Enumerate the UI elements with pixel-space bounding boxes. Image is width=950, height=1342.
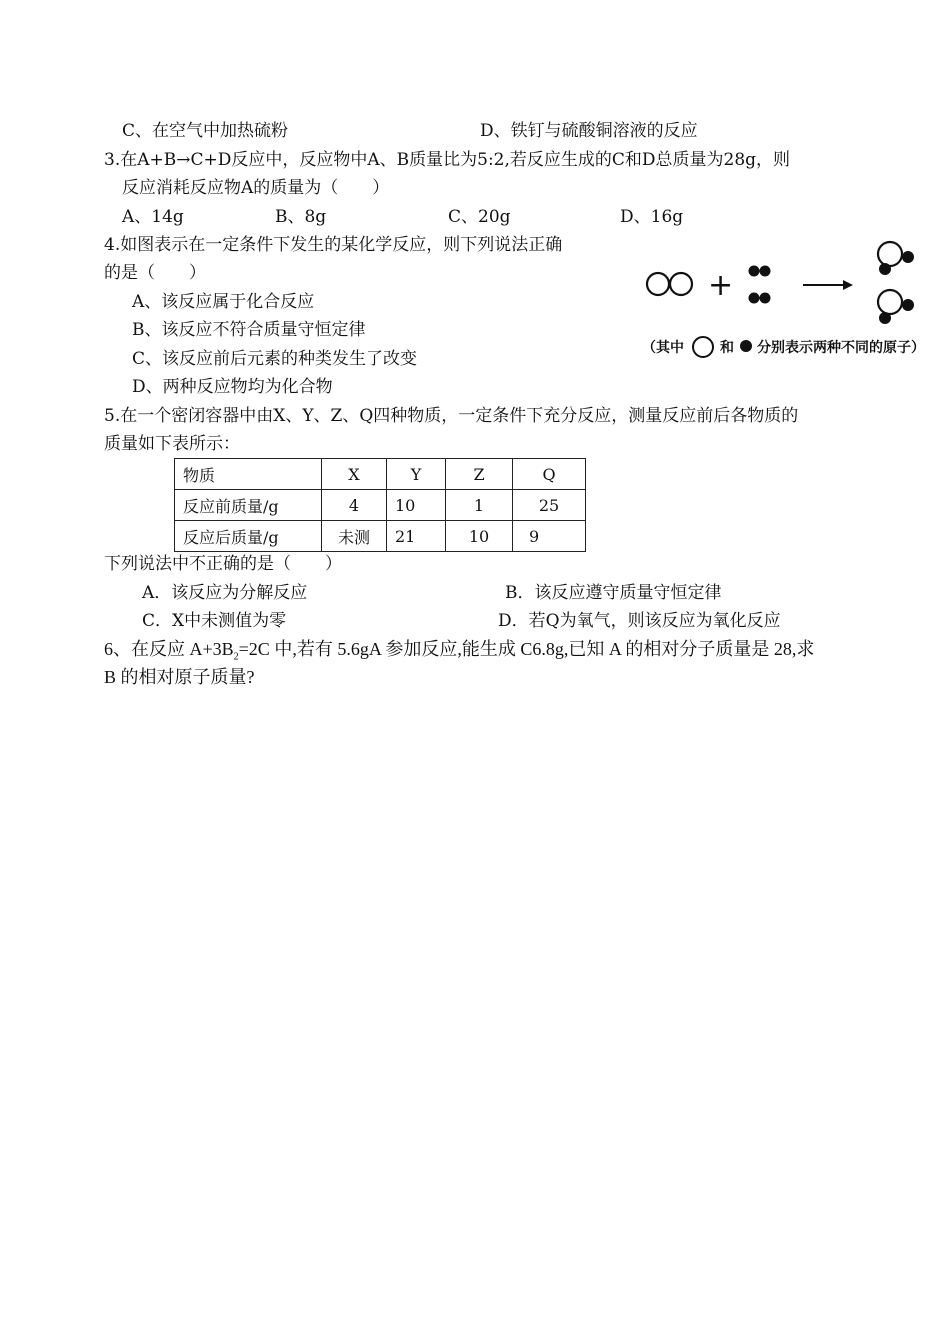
question-6-part2: =2C 中,若有 5.6gA 参加反应,能生成 C6.8g,已知 A 的相对分子质量是 28,求 bbox=[238, 639, 815, 659]
table-cell: 未测 bbox=[322, 521, 387, 552]
table-row bbox=[175, 521, 586, 552]
table-cell: 反应前质量/g bbox=[175, 490, 322, 521]
question-6-stem-cont: B 的相对原子质量? bbox=[104, 667, 255, 687]
table-cell: 1 bbox=[446, 490, 513, 521]
question-6-subscript: 2 bbox=[233, 651, 239, 663]
option-3c: C、20g bbox=[448, 207, 511, 227]
option-4b: B、该反应不符合质量守恒定律 bbox=[132, 320, 366, 340]
table-cell: 10 bbox=[446, 521, 513, 552]
mass-table bbox=[174, 458, 586, 552]
option-3b: B、8g bbox=[275, 207, 327, 227]
table-row bbox=[175, 490, 586, 521]
reactant-molecule-2 bbox=[749, 266, 771, 304]
option-4a: A、该反应属于化合反应 bbox=[132, 292, 315, 312]
svg-text:分别表示两种不同的原子）: 分别表示两种不同的原子） bbox=[757, 340, 925, 356]
table-cell: 反应后质量/g bbox=[175, 521, 322, 552]
question-6-part1: 6、在反应 A+3B bbox=[104, 639, 234, 659]
plus-sign: + bbox=[708, 268, 734, 303]
option-5d: D．若Q为氧气，则该反应为氧化反应 bbox=[498, 611, 781, 631]
option-4d: D、两种反应物均为化合物 bbox=[132, 377, 333, 397]
table-header-row bbox=[175, 459, 586, 490]
option-3a: A、14g bbox=[122, 207, 184, 227]
reactant-molecule-1 bbox=[647, 273, 692, 295]
question-3-stem: 3.在A+B→C+D反应中，反应物中A、B质量比为5:2,若反应生成的C和D总质量为28g，则 bbox=[104, 150, 791, 170]
table-cell: 21 bbox=[387, 521, 446, 552]
table-header-cell: Z bbox=[446, 459, 513, 490]
option-5b: B．该反应遵守质量守恒定律 bbox=[505, 583, 722, 603]
reaction-figure bbox=[640, 238, 950, 368]
table-header-cell: X bbox=[322, 459, 387, 490]
table-header-cell: Q bbox=[513, 459, 586, 490]
reaction-diagram bbox=[640, 238, 950, 368]
option-3d: D、16g bbox=[620, 207, 684, 227]
option-4c: C、该反应前后元素的种类发生了改变 bbox=[132, 349, 418, 369]
question-3-stem-cont: 反应消耗反应物A的质量为（ ） bbox=[122, 178, 390, 198]
question-6-stem bbox=[104, 638, 814, 669]
option-2c: C、在空气中加热硫粉 bbox=[122, 121, 289, 141]
table-cell: 4 bbox=[322, 490, 387, 521]
option-5c: C．X中未测值为零 bbox=[142, 611, 287, 631]
option-2d: D、铁钉与硫酸铜溶液的反应 bbox=[480, 121, 698, 141]
table-header-cell: Y bbox=[387, 459, 446, 490]
question-5-stem-cont: 质量如下表所示： bbox=[104, 434, 240, 454]
table-cell: 9 bbox=[513, 521, 586, 552]
option-5a: A．该反应为分解反应 bbox=[142, 583, 308, 603]
table-cell: 25 bbox=[513, 490, 586, 521]
product-molecule-2 bbox=[878, 290, 914, 324]
product-molecule-1 bbox=[878, 242, 914, 275]
question-5-prompt: 下列说法中不正确的是（ ） bbox=[104, 554, 342, 574]
reaction-arrow bbox=[803, 280, 853, 290]
table-header-cell: 物质 bbox=[175, 459, 322, 490]
figure-caption bbox=[642, 337, 925, 357]
table-cell: 10 bbox=[387, 490, 446, 521]
question-5-stem: 5.在一个密闭容器中由X、Y、Z、Q四种物质，一定条件下充分反应，测量反应前后各物质的 bbox=[104, 406, 799, 426]
question-4-stem: 4.如图表示在一定条件下发生的某化学反应，则下列说法正确 bbox=[104, 235, 563, 255]
svg-text:（其中: （其中 bbox=[642, 340, 684, 356]
question-4-stem-cont: 的是（ ） bbox=[104, 263, 206, 283]
svg-text:和: 和 bbox=[720, 340, 734, 356]
